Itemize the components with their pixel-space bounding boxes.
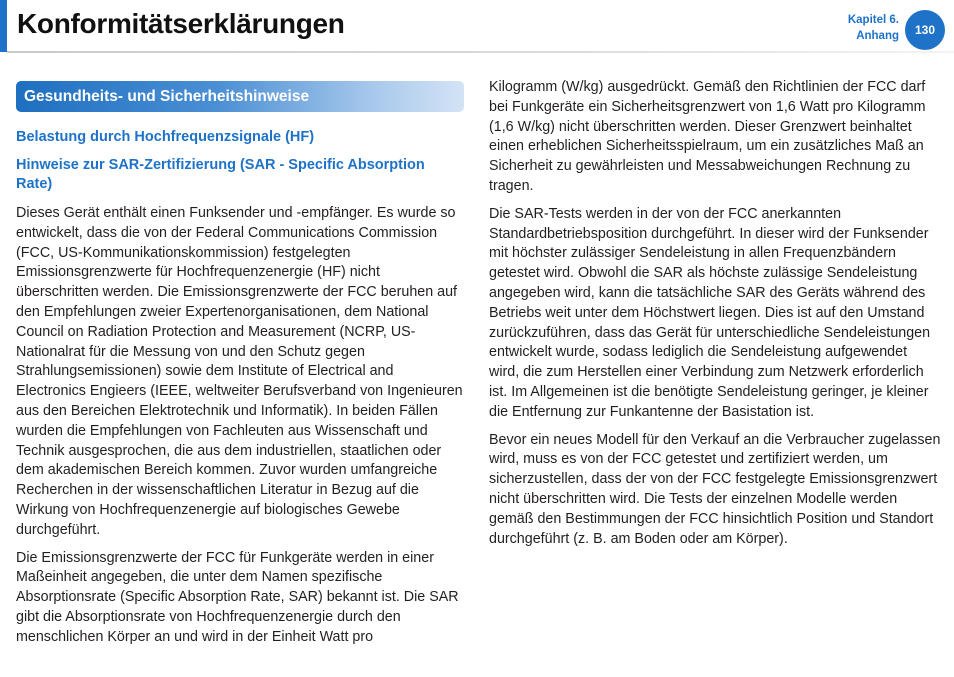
page-number-badge: 130 — [905, 10, 945, 50]
chapter-label — [848, 12, 899, 44]
header-divider — [7, 51, 954, 53]
chapter-name: Anhang — [856, 30, 899, 42]
left-paragraph-2: Die Emissionsgrenzwerte der FCC für Funkgeräte werden in einer Maßeinheit angegeben, die unter dem Namen spezifische Absorptionsrate (Specific Absorption Rate, SAR) bekannt ist. Die SAR gibt die Absorptionsrate von Hochfrequenzenergie durch den menschlichen Körper an und wird in der Einheit Watt pro — [16, 549, 459, 645]
left-column — [16, 81, 464, 648]
header-accent-bar — [0, 0, 7, 52]
left-paragraph-1: Dieses Gerät enthält einen Funksender und -empfänger. Es wurde so entwickelt, dass die von der Federal Communications Commission (FCC, US-Kommunikationskommission) festgelegten Emissionsgrenzwerte für Hochfrequenzenergie (HF) nicht überschritten werden. Die Emissionsgrenzwerte der FCC beruhen auf den Empfehlungen zweier Expertenorganisationen, dem National Council on Radiation Protection and Measurement (NCRP, US-Nationalrat für die Messung von und den Schutz gegen Strahlungsemissionen) sowie dem Institute of Electrical and Electronics Engieers (IEEE, weltweiter Berufsverband von Ingenieuren aus den Bereichen Elektrotechnik und Informatik). In beiden Fällen wurden die Empfehlungen von Fachleuten aus Wissenschaft und Technik ausgesprochen, die aus dem industriellen, staatlichen oder dem akademischen Bereich kommen. Zuvor wurden umfangreiche Recherchen in der wissenschaftlichen Literatur in Bezug auf die Wirkung von Hochfrequenzenergie auf biologisches Gewebe durchgeführt. — [16, 205, 463, 538]
right-paragraph-3: Bevor ein neues Modell für den Verkauf an die Verbraucher zugelassen wird, muss es von der FCC getestet und zertifiziert werden, um sicherzustellen, dass der von der FCC festgelegte Emissionsgrenzwert nicht überschritten wird. Die Tests der einzelnen Modelle werden gemäß den Bestimmungen der FCC hinsichtlich Position und Standort durchgeführt (z. B. am Boden oder am Körper). — [489, 431, 941, 547]
right-paragraph-2: Die SAR-Tests werden in der von der FCC anerkannten Standardbetriebsposition durchgeführt. In dieser wird der Funksender mit höchster zulässiger Sendeleistung in allen Frequenzbändern getestet wird. Obwohl die SAR als höchste zulässige Sendeleistung angegeben wird, kann die tatsächliche SAR des Geräts während des Betriebs weit unter dem Höchstwert liegen. Dies ist auf den Umstand zurückzuführen, dass das Gerät für unterschiedliche Sendeleistungen entwickelt wurde, sodass lediglich die Sendeleistung aufgewendet wird, die zum Herstellen einer Verbindung zum Netzwerk erforderlich ist. Im Allgemeinen ist die benötigte Sendeleistung geringer, je kleiner die Entfernung zur Funkantenne der Basistation ist. — [489, 205, 931, 420]
subheading-sar-certification: Hinweise zur SAR-Zertifizierung (SAR - Specific Absorption Rate) — [16, 157, 425, 192]
right-column — [489, 78, 941, 549]
section-banner — [16, 81, 464, 112]
page-title: Konformitätserklärungen — [17, 8, 345, 39]
chapter-number: Kapitel 6. — [847, 14, 899, 26]
subheading-rf-exposure: Belastung durch Hochfrequenzsignale (HF) — [16, 129, 315, 145]
right-paragraph-1: Kilogramm (W/kg) ausgedrückt. Gemäß den Richtlinien der FCC darf bei Funkgeräte ein Sicherheitsgrenzwert von 1,6 Watt pro Kilogramm (1,6 W/kg) nicht überschritten werden. Dieser Grenzwert beinhaltet einen erheblichen Sicherheitsspielraum, um ein zusätzliches Maß an Sicherheit zu gewährleisten und Messabweichungen Rechnung zu tragen. — [489, 79, 926, 194]
section-banner-label: Gesundheits- und Sicherheitshinweise — [24, 87, 310, 105]
